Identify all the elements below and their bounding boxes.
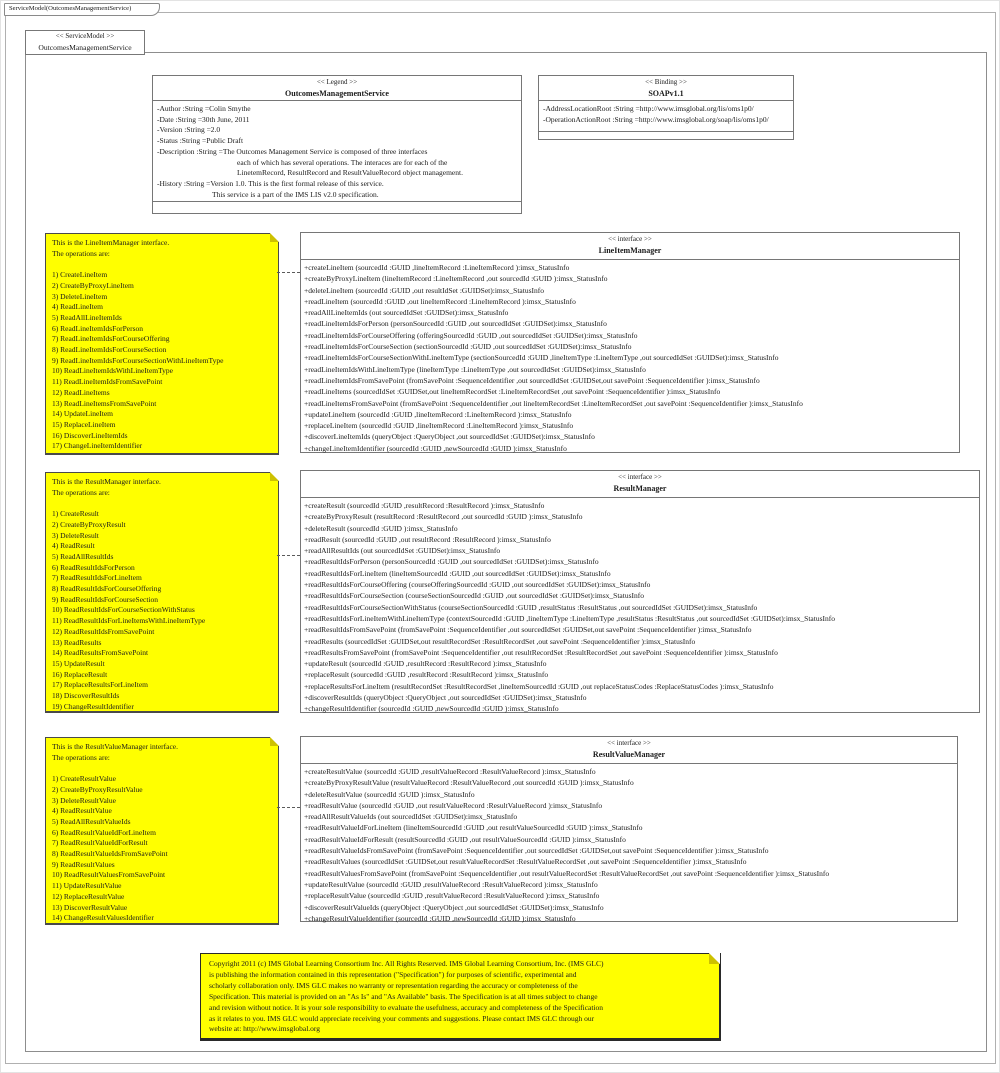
note-intro: The operations are: (52, 752, 110, 762)
operation-row: +discoverResultIds (queryObject :QueryObject ,out sourcedIdSet :GUIDSet):imsx_StatusInfo (304, 693, 587, 703)
legend-attributes (153, 101, 521, 202)
note-connector (277, 272, 300, 273)
operation-row: +createResultValue (sourcedId :GUID ,resultValueRecord :ResultValueRecord ):imsx_StatusInfo (304, 767, 596, 776)
operation-row: +discoverLineItemIds (queryObject :QueryObject ,out sourcedIdSet :GUIDSet):imsx_StatusInfo (304, 432, 595, 442)
operation-row: +replaceResult (sourcedId :GUID ,resultRecord :ResultRecord ):imsx_StatusInfo (304, 670, 549, 680)
interface-box-lineitemmanager[interactable] (300, 232, 960, 453)
copyright-line: Specification. This material is provided on an "As Is" and "As Available" basis. The Specification is at all times subject to change (209, 991, 598, 1001)
note-intro: The operations are: (52, 248, 110, 258)
note-item: 5) ReadAllResultValueIds (52, 816, 131, 826)
note-item: 2) CreateByProxyResult (52, 519, 126, 529)
note-lineitemmanager[interactable] (45, 233, 279, 455)
operation-row: +readResultValueIdForLineItem (lineItemSourcedId :GUID ,out resultValueSourcedId :GUID ):imsx_StatusInfo (304, 823, 643, 833)
note-item: 8) ReadResultIdsForCourseOffering (52, 584, 162, 594)
binding-attribute: -OperationActionRoot :String =http://www.imsglobal.org/soap/lis/oms1p0/ (543, 114, 769, 124)
operation-row: +readLineItems (sourcedIdSet :GUIDSet,out lineItemRecordSet :LineItemRecordSet ,out savePoint :SequenceIdentifier ):imsx_StatusInfo (304, 387, 721, 397)
interface-box-resultvaluemanager[interactable] (300, 736, 958, 922)
legend-attribute: This service is a part of the IMS LIS v2.0 specification. (212, 189, 379, 199)
interface-stereotype: << interface >> (607, 739, 651, 747)
copyright-line: is publishing the information contained in this representation ("Specification") for purposes of scientific, experimental and (209, 969, 577, 979)
interface-name: ResultManager (613, 484, 667, 493)
note-item: 13) ReadResults (52, 637, 102, 647)
legend-stereotype: << Legend >> (316, 78, 358, 86)
note-item: 6) ReadResultIdsForPerson (52, 562, 135, 572)
servicemodel-label-box[interactable] (25, 30, 145, 55)
note-fold-icon (270, 472, 279, 481)
operation-row: +readAllResultIds (out sourcedIdSet :GUIDSet):imsx_StatusInfo (304, 546, 501, 556)
note-item: 9) ReadLineItemIdsForCourseSectionWithLineItemType (52, 355, 224, 365)
note-intro: This is the LineItemManager interface. (52, 238, 170, 247)
note-operation-list (52, 509, 276, 712)
note-fold-icon (270, 737, 279, 746)
note-item: 2) CreateByProxyResultValue (52, 784, 143, 794)
operation-row: +readLineItemIdsFromSavePoint (fromSavePoint :SequenceIdentifier ,out sourcedIdSet :GUIDSet,out savePoint :SequenceIdentifier ):imsx_StatusInfo (304, 375, 760, 385)
legend-attribute: -Author :String =Colin Smythe (157, 104, 251, 113)
note-connector (277, 807, 300, 808)
operation-row: +replaceResultsForLineItem (resultRecordSet :ResultRecordSet ,lineItemSourcedId :GUID ,out replaceStatusCodes :ReplaceStatusCodes ):imsx_StatusInfo (304, 681, 774, 691)
operation-row: +createResult (sourcedId :GUID ,resultRecord :ResultRecord ):imsx_StatusInfo (304, 501, 545, 510)
note-intro: This is the ResultManager interface. (52, 477, 161, 486)
legend-attribute: -Date :String =30th June, 2011 (157, 114, 250, 124)
note-item: 11) UpdateResultValue (52, 881, 122, 891)
operation-row: +readLineItemIdsWithLineItemType (lineItemType :LineItemType ,out sourcedIdSet :GUIDSet):imsx_StatusInfo (304, 364, 646, 374)
note-item: 13) ReadLineItemsFromSavePoint (52, 398, 157, 408)
note-item: 14) ChangeResultValuesIdentifier (52, 913, 154, 923)
binding-header (539, 76, 793, 101)
note-item: 6) ReadLineItemIdsForPerson (52, 323, 144, 333)
operations-list (301, 260, 959, 454)
operation-row: +changeResultIdentifier (sourcedId :GUID ,newSourcedId :GUID ):imsx_StatusInfo (304, 704, 559, 714)
note-item: 11) ReadResultIdsForLineItemsWithLineItemType (52, 616, 206, 626)
legend-attribute: -Status :String =Public Draft (157, 136, 244, 146)
operation-row: +updateResult (sourcedId :GUID ,resultRecord :ResultRecord ):imsx_StatusInfo (304, 659, 547, 669)
note-fold-icon (270, 233, 279, 242)
legend-attribute: each of which has several operations. The interaces are for each of the (237, 157, 448, 167)
note-intro: This is the ResultValueManager interface. (52, 742, 178, 751)
binding-attribute: -AddressLocationRoot :String =http://www.imsglobal.org/lis/oms1p0/ (543, 104, 754, 113)
operation-row: +readLineItemIdsForCourseOffering (offeringSourcedId :GUID ,out sourcedIdSet :GUIDSet):imsx_StatusInfo (304, 330, 638, 340)
note-resultmanager[interactable] (45, 472, 279, 713)
note-item: 1) CreateResult (52, 509, 99, 519)
operation-row: +readResultValueIdForResult (resultSourcedId :GUID ,out resultValueSourcedId :GUID ):imsx_StatusInfo (304, 834, 626, 844)
operation-row: +readResultValueIdsFromSavePoint (fromSavePoint :SequenceIdentifier ,out sourcedIdSet :GUIDSet,out savePoint :SequenceIdentifier ):imsx_StatusInfo (304, 846, 769, 856)
servicemodel-stereotype: << ServiceModel >> (55, 32, 115, 40)
copyright-line: Copyright 2011 (c) IMS Global Learning Consortium Inc. All Rights Reserved. IMS Global Learning Consortium, Inc. (IMS GLC) (209, 959, 604, 968)
operation-row: +readLineItemsFromSavePoint (fromSavePoint :SequenceIdentifier ,out lineItemRecordSet :LineItemRecordSet ,out savePoint :SequenceIdentifier ):imsx_StatusInfo (304, 398, 803, 408)
note-item: 4) ReadResult (52, 541, 95, 551)
note-item: 7) ReadLineItemIdsForCourseOffering (52, 334, 170, 344)
interface-stereotype: << interface >> (608, 235, 652, 243)
interface-box-resultmanager[interactable] (300, 470, 980, 713)
operation-row: +readResultValuesFromSavePoint (fromSavePoint :SequenceIdentifier ,out resultValueRecordSet :ResultValueRecordSet ,out savePoint :SequenceIdentifier ):imsx_StatusInfo (304, 868, 830, 878)
operations-list (301, 764, 957, 924)
binding-title: SOAPv1.1 (648, 89, 684, 98)
operation-row: +readAllLineItemIds (out sourcedIdSet :GUIDSet):imsx_StatusInfo (304, 308, 509, 318)
operation-row: +readLineItem (sourcedId :GUID ,out lineItemRecord :LineItemRecord ):imsx_StatusInfo (304, 296, 576, 306)
note-item: 5) ReadAllResultIds (52, 551, 114, 561)
note-item: 1) CreateLineItem (52, 270, 108, 280)
note-item: 12) ReadLineItems (52, 387, 110, 397)
legend-attribute: -History :String =Version 1.0. This is the first formal release of this service. (157, 178, 384, 188)
operation-row: +readResult (sourcedId :GUID ,out resultRecord :ResultRecord ):imsx_StatusInfo (304, 534, 551, 544)
note-item: 6) ReadResultValueIdForLineItem (52, 827, 156, 837)
note-item: 13) DiscoverResultValue (52, 902, 128, 912)
operation-row: +changeResultValueIdentifier (sourcedId :GUID ,newSourcedId :GUID ):imsx_StatusInfo (304, 913, 576, 923)
operation-row: +deleteLineItem (sourcedId :GUID ,out resultIdSet :GUIDSet):imsx_StatusInfo (304, 285, 545, 295)
note-item: 10) ReadResultValuesFromSavePoint (52, 870, 166, 880)
note-item: 19) ChangeResultIdentifier (52, 701, 134, 711)
note-item: 14) ReadResultsFromSavePoint (52, 648, 149, 658)
note-item: 10) ReadLineItemIdsWithLineItemType (52, 366, 174, 376)
operation-row: +createByProxyResultValue (resultValueRecord :ResultValueRecord ,out sourcedId :GUID ):imsx_StatusInfo (304, 778, 634, 788)
operation-row: +readLineItemIdsForCourseSection (sectionSourcedId :GUID ,out sourcedIdSet :GUIDSet):imsx_StatusInfo (304, 342, 632, 352)
note-item: 4) ReadResultValue (52, 806, 112, 816)
operation-row: +changeLineItemIdentifier (sourcedId :GUID ,newSourcedId :GUID ):imsx_StatusInfo (304, 443, 567, 453)
note-item: 2) CreateByProxyLineItem (52, 280, 134, 290)
operation-row: +readAllResultValueIds (out sourcedIdSet :GUIDSet):imsx_StatusInfo (304, 812, 518, 822)
note-item: 17) ReplaceResultsForLineItem (52, 680, 149, 690)
note-item: 15) ReplaceLineItem (52, 419, 116, 429)
operation-row: +replaceLineItem (sourcedId :GUID ,lineItemRecord :LineItemRecord ):imsx_StatusInfo (304, 421, 574, 431)
note-item: 4) ReadLineItem (52, 302, 104, 312)
servicemodel-name: OutcomesManagementService (38, 43, 132, 52)
operation-row: +readResultIdsForLineItemWithLineItemType (contextSourcedId :GUID ,lineItemType :LineItemType ,resultStatus :ResultStatus ,out sourcedIdSet :GUIDSet):imsx_StatusInfo (304, 613, 835, 623)
note-item: 16) ReplaceResult (52, 669, 108, 679)
operation-row: +readResultIdsForLineItem (lineItemSourcedId :GUID ,out sourcedIdSet :GUIDSet):imsx_StatusInfo (304, 568, 611, 578)
note-item: 7) ReadResultIdsForLineItem (52, 573, 142, 583)
operation-row: +readResultIdsForCourseSectionWithStatus (courseSectionSourcedId :GUID ,resultStatus :ResultStatus ,out sourcedIdSet :GUIDSet):imsx_StatusInfo (304, 602, 758, 612)
operation-row: +readResultValues (sourcedIdSet :GUIDSet,out resultValueRecordSet :ResultValueRecordSet ,out savePoint :SequenceIdentifier ):imsx_StatusInfo (304, 857, 747, 867)
operation-row: +deleteResult (sourcedId :GUID ):imsx_StatusInfo (304, 523, 458, 533)
note-item: 10) ReadResultIdsForCourseSectionWithStatus (52, 605, 195, 615)
frame-tab[interactable]: ServiceModel(OutcomesManagementService) (4, 3, 160, 16)
interface-name: ResultValueManager (592, 750, 666, 759)
note-operation-list (52, 774, 276, 924)
binding-stereotype: << Binding >> (645, 78, 687, 86)
note-item: 11) ReadLineItemIdsFromSavePoint (52, 377, 163, 387)
interface-name: LineItemManager (598, 246, 662, 255)
note-item: 3) DeleteLineItem (52, 291, 108, 301)
operation-row: +readResultIdsForPerson (personSourcedId :GUID ,out sourcedIdSet :GUIDSet):imsx_StatusInfo (304, 557, 599, 567)
note-item: 17) ChangeLineItemIdentifier (52, 441, 143, 451)
legend-header (153, 76, 521, 101)
note-item: 1) CreateResultValue (52, 774, 116, 784)
copyright-line: as it relates to you. IMS GLC would appreciate receiving your comments and suggestions. Please contact IMS GLC through our (209, 1013, 595, 1023)
operation-row: +createByProxyLineItem (lineItemRecord :LineItemRecord ,out sourcedId :GUID ):imsx_StatusInfo (304, 274, 608, 284)
binding-box[interactable] (538, 75, 794, 140)
note-item: 16) DiscoverLineItemIds (52, 430, 128, 440)
operation-row: +readResultIdsFromSavePoint (fromSavePoint :SequenceIdentifier ,out sourcedIdSet :GUIDSet,out savePoint :SequenceIdentifier ):imsx_StatusInfo (304, 625, 752, 635)
operation-row: +createByProxyResult (resultRecord :ResultRecord ,out sourcedId :GUID ):imsx_StatusInfo (304, 512, 583, 522)
interface-stereotype: << interface >> (618, 473, 662, 481)
note-item: 15) UpdateResult (52, 658, 105, 668)
operation-row: +readResultIdsForCourseOffering (courseOfferingSourcedId :GUID ,out sourcedIdSet :GUIDSet):imsx_StatusInfo (304, 580, 651, 590)
note-item: 18) DiscoverResultIds (52, 691, 120, 701)
operation-row: +discoverResultValueIds (queryObject :QueryObject ,out sourcedIdSet :GUIDSet):imsx_StatusInfo (304, 902, 604, 912)
operation-row: +createLineItem (sourcedId :GUID ,lineItemRecord :LineItemRecord ):imsx_StatusInfo (304, 263, 570, 272)
binding-attributes (539, 101, 793, 132)
interface-header (301, 471, 979, 498)
copyright-line: scholarly collaboration only. IMS GLC makes no warranty or representation regarding the accuracy or completeness of the (209, 980, 578, 990)
note-item: 12) ReplaceResultValue (52, 891, 125, 901)
interface-header (301, 737, 957, 764)
note-resultvaluemanager[interactable] (45, 737, 279, 925)
copyright-note[interactable] (200, 953, 721, 1041)
interface-header (301, 233, 959, 260)
legend-attribute: -Version :String =2.0 (157, 125, 221, 135)
legend-attribute: LinetemRecord, ResultRecord and ResultValueRecord object management. (237, 168, 463, 178)
note-item: 14) UpdateLineItem (52, 409, 114, 419)
operation-row: +readResultsFromSavePoint (fromSavePoint :SequenceIdentifier ,out resultRecordSet :ResultRecordSet ,out savePoint :SequenceIdentifier ):imsx_StatusInfo (304, 647, 778, 657)
note-item: 3) DeleteResult (52, 530, 99, 540)
note-intro: The operations are: (52, 487, 110, 497)
note-item: 3) DeleteResultValue (52, 795, 116, 805)
operation-row: +replaceResultValue (sourcedId :GUID ,resultValueRecord :ResultValueRecord ):imsx_StatusInfo (304, 891, 600, 901)
operation-row: +readLineItemIdsForCourseSectionWithLineItemType (sectionSourcedId :GUID ,lineItemType :LineItemType ,out sourcedIdSet :GUIDSet):imsx_StatusInfo (304, 353, 779, 363)
legend-title: OutcomesManagementService (285, 89, 389, 98)
note-item: 8) ReadResultValueIdsFromSavePoint (52, 849, 168, 859)
legend-box[interactable] (152, 75, 522, 214)
copyright-line: and revision without notice. It is your sole responsibility to evaluate the usefulness, accuracy and completeness of the Specification (209, 1002, 604, 1012)
operation-row: +deleteResultValue (sourcedId :GUID ):imsx_StatusInfo (304, 789, 475, 799)
note-connector (277, 555, 300, 556)
note-item: 5) ReadAllLineItemIds (52, 312, 122, 322)
operation-row: +readResultValue (sourcedId :GUID ,out resultValueRecord :ResultValueRecord ):imsx_StatusInfo (304, 800, 603, 810)
operation-row: +updateLineItem (sourcedId :GUID ,lineItemRecord :LineItemRecord ):imsx_StatusInfo (304, 409, 572, 419)
copyright-line: website at: http://www.imsglobal.org (209, 1024, 321, 1034)
note-item: 9) ReadResultIdsForCourseSection (52, 594, 159, 604)
operation-row: +readResultIdsForCourseSection (courseSectionSourcedId :GUID ,out sourcedIdSet :GUIDSet):imsx_StatusInfo (304, 591, 645, 601)
legend-attribute: -Description :String =The Outcomes Management Service is composed of three interfaces (157, 146, 428, 156)
note-fold-icon (709, 953, 720, 964)
note-item: 12) ReadResultIdsFromSavePoint (52, 626, 155, 636)
note-operation-list (52, 270, 276, 452)
note-item: 8) ReadLineItemIdsForCourseSection (52, 345, 167, 355)
operation-row: +readResults (sourcedIdSet :GUIDSet,out resultRecordSet :ResultRecordSet ,out savePoint :SequenceIdentifier ):imsx_StatusInfo (304, 636, 696, 646)
note-item: 7) ReadResultValueIdForResult (52, 838, 148, 848)
note-item: 9) ReadResultValues (52, 859, 115, 869)
operations-list (301, 498, 979, 715)
operation-row: +updateResultValue (sourcedId :GUID ,resultValueRecord :ResultValueRecord ):imsx_StatusInfo (304, 879, 598, 889)
operation-row: +readLineItemIdsForPerson (personSourcedId :GUID ,out sourcedIdSet :GUIDSet):imsx_StatusInfo (304, 319, 607, 329)
